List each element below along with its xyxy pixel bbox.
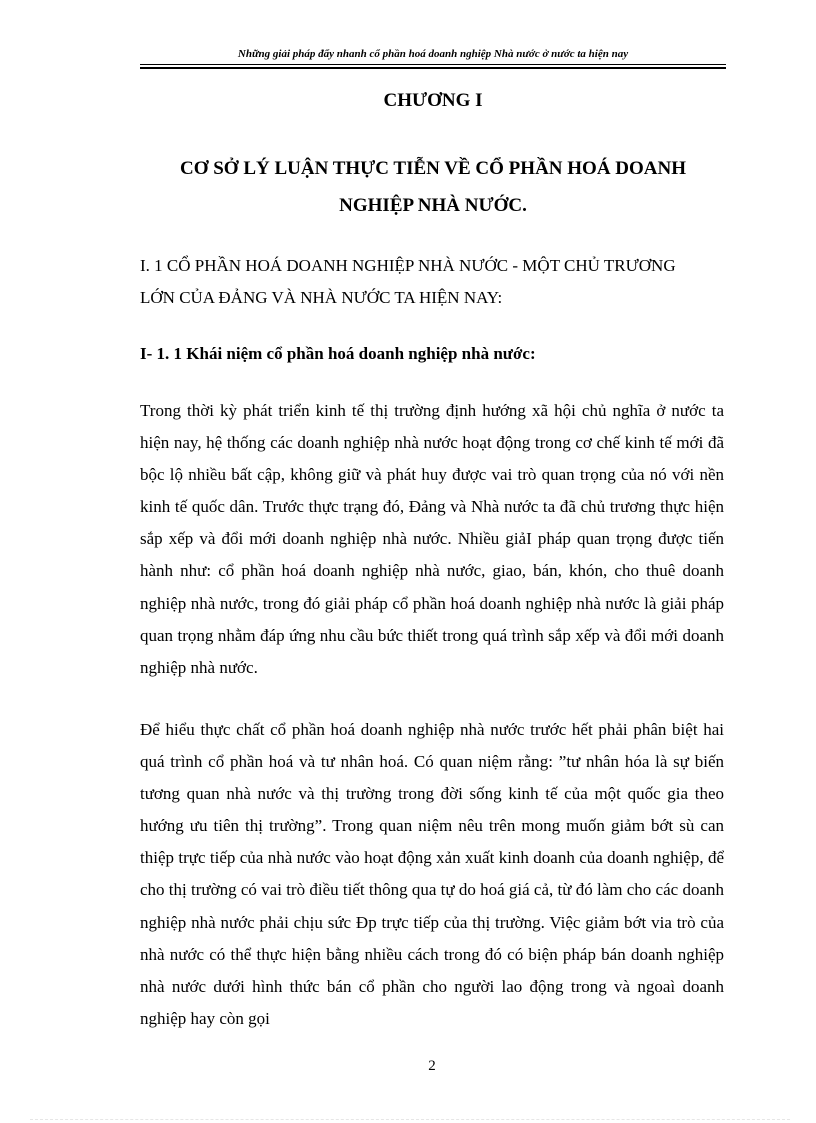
subsection-heading: I- 1. 1 Khái niệm cổ phần hoá doanh nghiệp nhà nước: (140, 344, 536, 363)
chapter-subtitle (140, 150, 726, 224)
body-paragraph-2: Để hiểu thực chất cổ phần hoá doanh nghiệp nhà nước trước hết phải phân biệt hai quá trình cổ phần hoá và tư nhân hoá. Có quan niệm rằng: ”tư nhân hóa là sự biến tương quan nhà nước và thị trường trong đời sống kinh tế của một quốc gia theo hướng ưu tiên thị trường”. Trong quan niệm nêu trên mong muốn giảm bớt sù can thiệp trực tiếp của nhà nước vào hoạt động xản xuất kinh doanh của doanh nghiệp, để cho thị trường có vai trò điều tiết thông qua tự do hoá giá cả, từ đó làm cho các doanh nghiệp nhà nước phải chịu sức Đp trực tiếp của thị trường. Việc giảm bớt via trò của nhà nước có thể thực hiện bằng nhiều cách trong đó có biện pháp bán doanh nghiệp nhà nước dưới hình thức bán cổ phần cho người lao động trong và ngoaì doanh nghiệp hay còn gọi (140, 720, 724, 1028)
footer-rule (30, 1119, 790, 1120)
section-heading (140, 250, 726, 314)
section-heading-line-2: LỚN CỦA ĐẢNG VÀ NHÀ NƯỚC TA HIỆN NAY: (140, 288, 503, 307)
chapter-subtitle-line-2: NGHIỆP NHÀ NƯỚC. (339, 195, 527, 216)
body-paragraph-1: Trong thời kỳ phát triển kinh tế thị trường định hướng xã hội chủ nghĩa ở nước ta hiện nay, hệ thống các doanh nghiệp nhà nước hoạt động trong cơ chế kinh tế mới đã bộc lộ nhiều bất cập, không giữ và phát huy được vai trò quan trọng của nó với nền kinh tế quốc dân. Trước thực trạng đó, Đảng và Nhà nước ta đã chủ trương thực hiện sắp xếp và đổi mới doanh nghiệp nhà nước. Nhiều giảI pháp quan trọng được tiến hành như: cổ phần hoá doanh nghiệp nhà nước, giao, bán, khón, cho thuê doanh nghiệp nhà nước, trong đó giải pháp cổ phần hoá doanh nghiệp nhà nước là giải pháp quan trọng nhằm đáp ứng nhu cầu bức thiết trong quá trình sắp xếp và đổi mới doanh nghiệp nhà nước. (140, 401, 724, 677)
chapter-subtitle-line-1: CƠ SỞ LÝ LUẬN THỰC TIỄN VỀ CỔ PHẦN HOÁ DOANH (179, 158, 687, 179)
header-rule-thin (140, 64, 726, 65)
section-heading-line-1: I. 1 CỔ PHẦN HOÁ DOANH NGHIỆP NHÀ NƯỚC - MỘT CHỦ TRƯƠNG (140, 256, 676, 275)
running-header: Những giải pháp đẩy nhanh cổ phần hoá doanh nghiệp Nhà nước ở nước ta hiện nay (237, 48, 629, 60)
header-rule-thick (140, 67, 726, 69)
chapter-title: CHƯƠNG I (383, 90, 483, 111)
page-number: 2 (428, 1058, 436, 1074)
